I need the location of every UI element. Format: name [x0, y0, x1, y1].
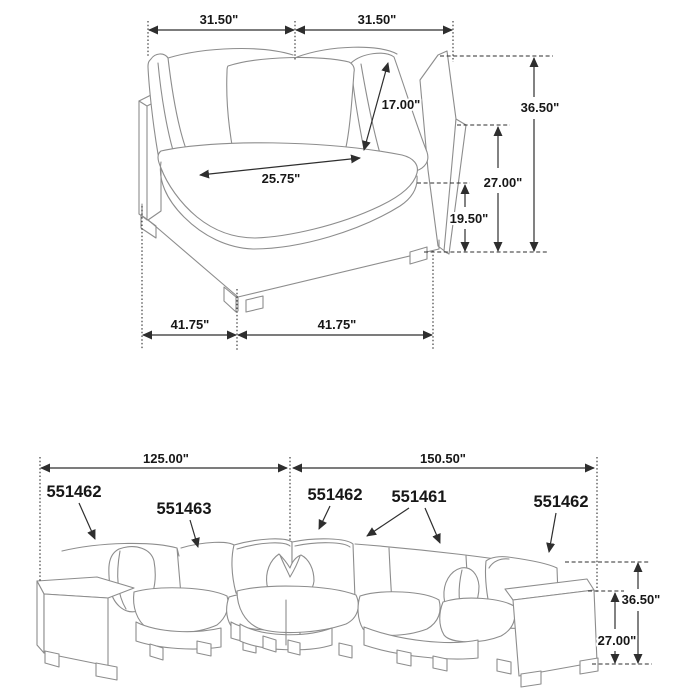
sofa-leg	[497, 659, 511, 674]
dim-seat-height-label: 19.50"	[449, 211, 489, 226]
sku-leader-arrow	[367, 508, 409, 536]
dim-top-width-left-label: 31.50"	[199, 12, 239, 27]
sku-leader-arrow	[549, 513, 556, 552]
dim-base-width-right-label: 41.75"	[317, 317, 357, 332]
sectional-drawing	[37, 539, 598, 687]
corner-chair-drawing	[139, 47, 466, 312]
sku-label-left-arm-module: 551462	[46, 483, 102, 501]
seat-cushion	[440, 598, 515, 642]
sku-leader-arrow	[319, 506, 330, 529]
sofa-leg	[433, 656, 447, 671]
dim-overall-height-label: 36.50"	[520, 100, 560, 115]
sofa-leg	[45, 651, 59, 667]
sectional-diagram	[0, 420, 700, 700]
armless-chair-back	[181, 542, 234, 548]
dim-base-width-left-label: 41.75"	[170, 317, 210, 332]
right-leg	[410, 247, 427, 264]
sku-leader-arrow	[79, 503, 95, 539]
sku-label-corner-module: 551462	[307, 486, 363, 504]
dim-seat-depth-label: 25.75"	[261, 171, 301, 186]
sofa-leg	[288, 640, 300, 655]
front-leg-right	[246, 296, 263, 312]
dim-top-width-right-label: 31.50"	[357, 12, 397, 27]
dim-left-section-width-label: 125.00"	[143, 451, 189, 466]
corner-seat-cushion	[237, 586, 358, 632]
center-pillow	[227, 57, 355, 154]
left-arm-side	[37, 581, 44, 653]
dim-overall-height-label: 36.50"	[621, 592, 661, 607]
sofa-leg	[339, 643, 352, 658]
dim-arm-height-label: 27.00"	[483, 175, 523, 190]
sofa-leg	[96, 663, 117, 680]
sofa-leg	[521, 671, 541, 687]
sofa-leg	[397, 650, 411, 666]
sku-leader-arrow	[425, 508, 440, 543]
sofa-leg	[197, 641, 211, 656]
sofa-leg	[580, 658, 598, 674]
sku-label-right-arm-module: 551462	[533, 493, 589, 511]
dim-back-cushion-label: 17.00"	[381, 97, 421, 112]
sku-leader-arrow	[190, 520, 198, 547]
dim-right-section-width-label: 150.50"	[420, 451, 466, 466]
seat-cushion	[158, 143, 417, 238]
dim-seat-height-label: 27.00"	[597, 633, 637, 648]
sku-label-armless-module-left: 551463	[156, 500, 212, 518]
sku-label-armless-modules-right: 551461	[391, 488, 447, 506]
